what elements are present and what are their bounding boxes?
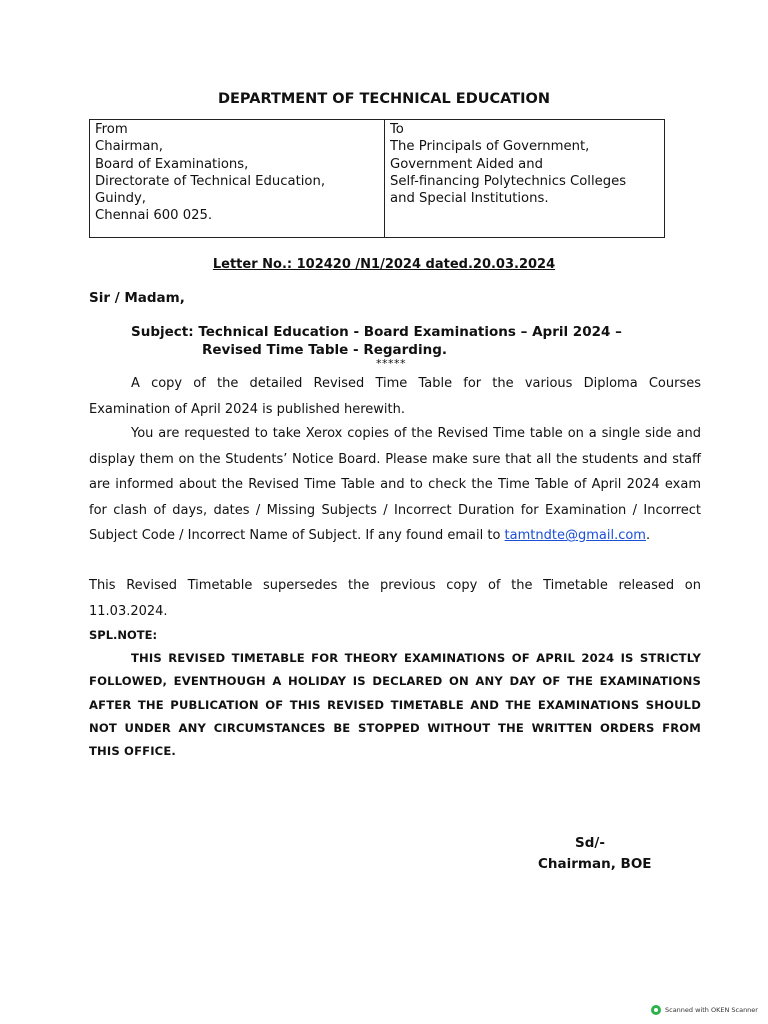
signature-title: Chairman, BOE [538, 856, 652, 872]
paragraph-3 [89, 573, 701, 624]
from-line: Chennai 600 025. [95, 208, 213, 224]
to-line: To [390, 122, 404, 137]
signature-sd: Sd/- [575, 835, 605, 851]
spl-note-label: SPL.NOTE: [89, 628, 158, 642]
to-line: The Principals of Government, [390, 139, 590, 155]
spl-note-text [89, 647, 701, 763]
to-address-block [385, 120, 664, 237]
from-line: Board of Examinations, [95, 156, 249, 172]
from-line: Guindy, [95, 191, 146, 207]
page-title: DEPARTMENT OF TECHNICAL EDUCATION [217, 91, 550, 107]
paragraph-2-text: You are requested to take Xerox copies of the Revised Time table on a single side and display them on the Students’ Notice Board. Please make sure that all the students and staff are informed about the Revised Time Table and to check the Time Table of April 2024 exam for clash of days, dates / Missing Subjects / Incorrect Duration for Examination / Incorrect Subject Code / Incorrect Name of Subject. If any found email to [89, 426, 701, 543]
from-line: Chairman, [95, 139, 163, 155]
subject-line [131, 323, 622, 359]
to-line: Government Aided and [390, 156, 543, 172]
from-address-block [90, 120, 385, 237]
salutation: Sir / Madam, [89, 290, 185, 306]
paragraph-3-text: This Revised Timetable supersedes the previous copy of the Timetable released on 11.03.2024. [89, 578, 701, 619]
paragraph-1-text: A copy of the detailed Revised Time Table for the various Diploma Courses Examination of April 2024 is published herewith. [89, 376, 701, 417]
scanner-logo-icon [651, 1005, 661, 1015]
letter-number: Letter No.: 102420 /N1/2024 dated.20.03.2024 [212, 257, 556, 272]
spl-note-content: THIS REVISED TIMETABLE FOR THEORY EXAMINATIONS OF APRIL 2024 IS STRICTLY FOLLOWED, EVENTHOUGH A HOLIDAY IS DECLARED ON ANY DAY OF THE EXAMINATIONS AFTER THE PUBLICATION OF THIS REVISED TIMETABLE AND THE EXAMINATIONS SHOULD NOT UNDER ANY CIRCUMSTANCES BE STOPPED WITHOUT THE WRITTEN ORDERS FROM THIS OFFICE. [89, 651, 701, 759]
to-line: and Special Institutions. [390, 191, 549, 207]
subject-line-1: Subject: Technical Education - Board Examinations – April 2024 – [131, 324, 622, 340]
scanner-watermark [651, 1005, 758, 1015]
paragraph-2-end: . [645, 528, 651, 543]
to-line: Self-financing Polytechnics Colleges [390, 173, 627, 189]
from-line: Directorate of Technical Education, [95, 173, 326, 189]
address-table [89, 119, 665, 238]
scanner-watermark-text: Scanned with OKEN Scanner [665, 1006, 758, 1014]
paragraph-2 [89, 421, 701, 549]
subject-line-2: Revised Time Table - Regarding. [202, 342, 447, 358]
paragraph-1 [89, 371, 701, 422]
separator-stars: ***** [376, 357, 406, 370]
from-line: From [95, 122, 128, 137]
email-link[interactable]: tamtndte@gmail.com [504, 528, 646, 543]
